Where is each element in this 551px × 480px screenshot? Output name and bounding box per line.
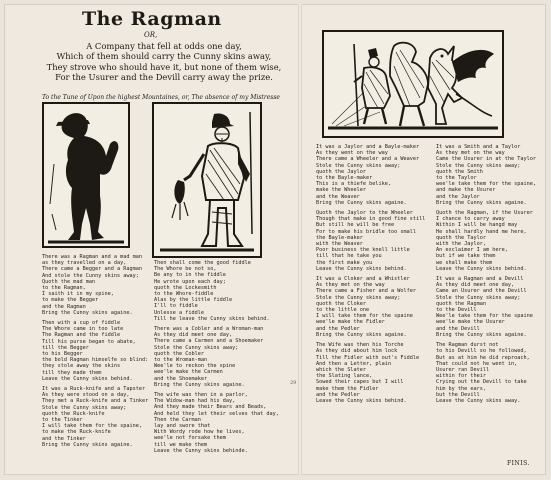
verse-line: As they met on the way bbox=[436, 150, 505, 157]
verse-line: There was a Cobler and a Wroman-man bbox=[154, 326, 264, 333]
verse-line: Stole the Cunny skins away; bbox=[316, 162, 401, 169]
verse-line: wee'le take them for the spaine, bbox=[436, 181, 536, 188]
verse-line: And stole the Cunny skins away; bbox=[42, 272, 139, 279]
stanza bbox=[154, 326, 284, 388]
verse-line: to the Devill bbox=[436, 307, 477, 314]
verse-line: wee'le not forsake them bbox=[154, 435, 226, 442]
verse-line: to the Wroman-man bbox=[154, 357, 208, 364]
verse-line: Leave the Cunny skins behind. bbox=[436, 265, 527, 272]
verse-line: Unlesse a fiddle bbox=[154, 309, 204, 316]
verse-line: I will take them for the spaine, bbox=[42, 423, 142, 430]
verse-line: And they made their Bears and Beads, bbox=[154, 404, 267, 411]
verse-line: Stole the Cunny skins away; bbox=[316, 294, 401, 301]
verse-line: It was a Ruck-knife and a Tapster bbox=[42, 386, 146, 393]
ballad-intro bbox=[44, 41, 284, 83]
verse-line: Till his purse began to abate, bbox=[42, 338, 136, 345]
verse-line: to the Taylor bbox=[436, 175, 477, 182]
verse-line: He shall hardly hand me here, bbox=[436, 228, 527, 235]
verse-line: till the Begger bbox=[42, 344, 89, 351]
stanza bbox=[154, 392, 284, 454]
verse-line: but the Devill bbox=[436, 391, 480, 398]
ballad-column-1 bbox=[42, 254, 160, 452]
verse-line: Leave the Cunny skins behinde. bbox=[154, 447, 248, 454]
verse-line: There was a Ragman and a mad man bbox=[42, 254, 142, 260]
verse-line: As they did about him lock bbox=[316, 348, 398, 355]
verse-line: And then a Letter, plain bbox=[316, 360, 391, 367]
verse-line: quoth the Lockesmith bbox=[154, 284, 217, 291]
verse-line: As they met on the way bbox=[316, 282, 385, 289]
verse-line: Bring the Cunny skins againe. bbox=[436, 199, 527, 206]
verse-line: It was a Jaylor and a Bayle-maker bbox=[316, 144, 420, 150]
verse-line: Stole the Cunny skins away; bbox=[154, 344, 239, 351]
verse-line: to the Ragman, bbox=[42, 285, 86, 292]
verse-line: Came an Usurer and the Devill bbox=[436, 288, 527, 295]
verse-line: which the Slater bbox=[316, 366, 366, 373]
verse-line: As they did meet one day, bbox=[154, 332, 233, 339]
verse-line: Quoth the mad man bbox=[42, 278, 96, 285]
verse-line: Till the Fidler with out's Fiddle bbox=[316, 354, 420, 361]
verse-line: Be any to in the fiddle bbox=[154, 272, 226, 279]
ballad-column-2 bbox=[154, 260, 284, 458]
verse-line: Then the Carman bbox=[154, 416, 201, 423]
verse-line: They met a Ruck-knife and a Tinker bbox=[42, 398, 149, 405]
verse-line: to his Devill so he followed, bbox=[436, 348, 527, 355]
stanza bbox=[436, 342, 548, 404]
verse-line: the first make you bbox=[316, 259, 373, 266]
verse-line: quoth the Cloker bbox=[316, 300, 366, 307]
verse-line: wee'le make the Usurer bbox=[436, 319, 505, 326]
verse-line: Though that make in good fine still bbox=[316, 216, 426, 223]
verse-line: Stole the Cunny skins away; bbox=[436, 294, 521, 301]
verse-line: Wee'le take them for the spaine bbox=[436, 313, 533, 320]
verse-line: Leave the Cunny skins away. bbox=[436, 397, 521, 404]
verse-line: It was a Smith and a Taylor bbox=[436, 144, 521, 150]
finis-mark: FINIS. bbox=[507, 460, 530, 467]
stanza bbox=[154, 260, 284, 322]
verse-line: the Slating lance, bbox=[316, 373, 373, 380]
stanza bbox=[42, 386, 160, 448]
ballad-column-3 bbox=[316, 144, 434, 408]
stanza bbox=[436, 210, 548, 272]
verse-line: Stole the Cunny skins away; bbox=[436, 162, 521, 169]
verse-line: As they went on the way bbox=[316, 150, 388, 157]
verse-line: There came a Begger and a Ragman bbox=[42, 266, 142, 273]
verse-line: to make the Ruck-knife bbox=[42, 429, 111, 436]
verse-line: As they were stood on a day, bbox=[42, 392, 130, 399]
verse-line: quoth the Ruck-knife bbox=[42, 410, 105, 417]
verse-line: they stole away the skins bbox=[42, 363, 121, 370]
verse-line: Bring the Cunny skins againe. bbox=[436, 331, 527, 338]
verse-line: Within I will be hangd may bbox=[436, 222, 518, 229]
ballad-title: The Ragman bbox=[82, 8, 222, 30]
verse-line: to the Whore-fiddle bbox=[154, 291, 214, 298]
verse-line: Bring the Cunny skins againe. bbox=[316, 331, 407, 338]
verse-line: The Ragman and the fiddle bbox=[42, 332, 121, 339]
woodcut-man-with-bird bbox=[152, 102, 262, 258]
verse-line: But still he will be free bbox=[316, 222, 395, 229]
verse-line: till that he take you bbox=[316, 253, 382, 260]
verse-line: Then with a cup of fiddle bbox=[42, 320, 121, 327]
verse-line: This is a thiefe belike, bbox=[316, 181, 391, 188]
verse-line: With Wordy rode how he lives, bbox=[154, 429, 245, 436]
verse-line: The wife was then in a parlor, bbox=[154, 392, 248, 399]
verse-line: and the Ragman bbox=[42, 303, 86, 310]
verse-line: with the Jaylor, bbox=[436, 241, 486, 248]
stanza bbox=[436, 276, 548, 338]
verse-line: Leave the Cunny skins behind. bbox=[42, 375, 133, 382]
verse-line: and the Pedler bbox=[316, 325, 360, 332]
verse-line: and the Devill bbox=[436, 325, 480, 332]
verse-line: and the Tinker bbox=[42, 435, 86, 442]
verse-line: wee'le make the Fidler bbox=[316, 319, 385, 326]
left-page bbox=[4, 4, 296, 475]
verse-line: within for their bbox=[436, 373, 486, 380]
verse-line: The Whore be not so, bbox=[154, 266, 217, 273]
verse-line: The Wife was then his Torche bbox=[316, 342, 404, 349]
verse-line: I saith it in my spine, bbox=[42, 291, 114, 298]
stanza bbox=[316, 210, 434, 272]
stanza bbox=[42, 320, 160, 382]
stanza bbox=[316, 342, 434, 404]
verse-line: quoth the Smith bbox=[436, 168, 483, 175]
verse-line: make them the Fidler bbox=[316, 385, 379, 392]
verse-line: For to make his bridle too small bbox=[316, 228, 416, 235]
verse-line: quoth the Cobler bbox=[154, 350, 204, 357]
woodcut-man-with-hat bbox=[42, 102, 130, 248]
verse-line: to the Bayle-maker bbox=[316, 175, 373, 182]
verse-line: the bold Ragman himselfe so blind: bbox=[42, 357, 149, 364]
verse-line: Stole the Cunny skins away; bbox=[42, 404, 127, 411]
verse-line: Crying out the Devill to take bbox=[436, 379, 527, 386]
verse-line: I'll to fiddle bbox=[154, 303, 198, 310]
verse-line: Usurer ran Devill bbox=[436, 366, 490, 373]
verse-line: Bring the Cunny skins againe. bbox=[42, 309, 133, 316]
verse-line: That could not he went in, bbox=[436, 360, 518, 367]
intro-line: A Company that fell at odds one day, bbox=[86, 41, 242, 51]
verse-line: The Whore came in too late bbox=[42, 326, 124, 333]
woodcut-devil-and-usurer bbox=[322, 30, 504, 138]
verse-line: Alas by the little fiddle bbox=[154, 297, 233, 304]
verse-line: There came a Carmen and a Shoemaker bbox=[154, 338, 264, 345]
verse-line: quoth the Taylor bbox=[436, 234, 486, 241]
verse-line: to the Tinker bbox=[42, 417, 83, 424]
verse-line: the Bayle-maker bbox=[316, 234, 363, 241]
verse-line: and the Shoemaker bbox=[154, 375, 208, 382]
verse-line: Poor business the knell little bbox=[316, 247, 410, 254]
verse-line: Quoth the Ragman, if the Usurer bbox=[436, 210, 533, 217]
verse-line: Wee'le to reckon the spine bbox=[154, 363, 236, 370]
verse-line: And held they let their selves that day, bbox=[154, 410, 279, 417]
verse-line: with the Weaver bbox=[316, 241, 363, 248]
verse-line: The Ragman durst not bbox=[436, 342, 499, 349]
verse-line: Till he leave the Cunny skins behind. bbox=[154, 315, 270, 322]
verse-line: Quoth the Jaylor to the Wheeler bbox=[316, 210, 413, 217]
verse-line: It was a Ragman and a Devill bbox=[436, 276, 524, 283]
verse-line: to make the Begger bbox=[42, 297, 99, 304]
verse-line: as they travelled on a day, bbox=[42, 260, 127, 267]
verse-line: quoth the Jaylor bbox=[316, 168, 366, 175]
intro-line: They strove who should have it, but none of them wise, bbox=[46, 61, 282, 72]
verse-line: Then shall come the good fiddle bbox=[154, 260, 251, 266]
verse-line: Leave the Cunny skins behind. bbox=[316, 265, 407, 272]
verse-line: we shall make them bbox=[436, 259, 493, 266]
verse-line: till we make them bbox=[154, 441, 208, 448]
verse-line: As they did meet one day, bbox=[436, 282, 515, 289]
verse-line: lay and swore that bbox=[154, 423, 211, 430]
verse-line: There came a Wheeler and a Weaver bbox=[316, 156, 420, 163]
broadside-sheet bbox=[4, 4, 546, 475]
verse-line: but if we take them bbox=[436, 253, 496, 260]
intro-line: Which of them should carry the Cunny skins away, bbox=[56, 51, 272, 62]
verse-line: to his Begger bbox=[42, 351, 83, 358]
verse-line: Came the Usurer in at the Taylor bbox=[436, 156, 536, 163]
ballad-column-4 bbox=[436, 144, 548, 408]
verse-line: It was a Cloker and a Whistler bbox=[316, 276, 410, 283]
verse-line: Bring the Cunny skins againe. bbox=[154, 381, 245, 388]
stanza bbox=[436, 144, 548, 206]
stanza bbox=[42, 254, 160, 316]
verse-line: The Widow-man had his day, bbox=[154, 398, 236, 405]
verse-line: and make the Usurer bbox=[436, 187, 496, 194]
intro-line: For the Usurer and the Devill carry away the prize. bbox=[55, 72, 273, 83]
verse-line: and the Weaver bbox=[316, 193, 360, 200]
verse-line: Bring the Cunny skins againe. bbox=[42, 441, 133, 448]
verse-line: Bring the Cunny skins againe. bbox=[316, 199, 407, 206]
verse-line: and the Jaylor bbox=[436, 193, 480, 200]
stanza bbox=[316, 276, 434, 338]
verse-line: He wrote upon each day; bbox=[154, 278, 226, 285]
verse-line: Leave the Cunny skins behind. bbox=[316, 397, 407, 404]
tune-line: To the Tune of Upon the highest Mountaines, or, The absence of my Mistresse bbox=[42, 94, 280, 101]
page-mark: 29 bbox=[290, 380, 297, 386]
verse-line: I chance to carry away bbox=[436, 216, 505, 223]
verse-line: till they made them bbox=[42, 369, 102, 376]
verse-line: to the little one bbox=[316, 307, 370, 314]
verse-line: Sowed their capes but I will bbox=[316, 379, 404, 386]
ballad-subtitle: OR, bbox=[144, 31, 158, 39]
verse-line: But as at him he did reproach, bbox=[436, 354, 530, 361]
verse-line: quoth the Ragman bbox=[436, 300, 486, 307]
verse-line: make the Wheeler bbox=[316, 187, 366, 194]
verse-line: I will take them for the spaine bbox=[316, 313, 413, 320]
verse-line: and the Pedler bbox=[316, 391, 360, 398]
verse-line: There came a Fisher and a Wolfer bbox=[316, 288, 416, 295]
verse-line: wee'le make the Carmen bbox=[154, 369, 223, 376]
stanza bbox=[316, 144, 434, 206]
verse-line: him by the ears, bbox=[436, 385, 486, 392]
sheet-fold bbox=[298, 4, 302, 475]
verse-line: An exclaimer I am here, bbox=[436, 247, 508, 254]
